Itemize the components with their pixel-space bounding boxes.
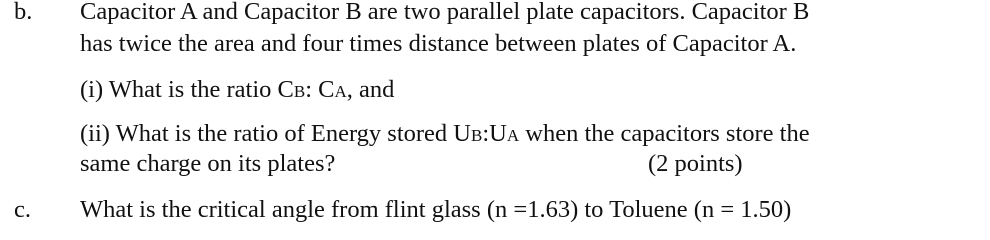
question-b-points: (2 points) (648, 150, 743, 177)
question-c-marker: c. (14, 196, 31, 223)
part-i-subscript-b: B (293, 82, 306, 101)
part-ii-suffix: when the capacitors store the (519, 120, 810, 147)
question-b-part-i (80, 74, 394, 107)
question-b-line-1: Capacitor A and Capacitor B are two parallel plate capacitors. Capacitor B (80, 0, 810, 25)
question-b-marker: b. (14, 0, 33, 25)
question-c-text: What is the critical angle from flint glass (n =1.63) to Toluene (n = 1.50) (80, 196, 792, 223)
part-i-suffix: , and (346, 76, 395, 103)
part-ii-subscript-a: A (506, 126, 520, 145)
part-ii-prefix: (ii) What is the ratio of Energy stored U (80, 120, 471, 147)
question-b-line-2: has twice the area and four times distance between plates of Capacitor A. (80, 30, 797, 57)
question-b-part-ii-line-1 (80, 118, 810, 151)
part-i-prefix: (i) What is the ratio C (80, 76, 294, 103)
part-ii-subscript-b: B (471, 126, 483, 145)
part-i-subscript-a: A (334, 82, 347, 101)
part-i-mid: : C (305, 76, 335, 103)
question-b-part-ii-line-2: same charge on its plates? (80, 150, 336, 177)
part-ii-mid: :U (482, 120, 507, 147)
